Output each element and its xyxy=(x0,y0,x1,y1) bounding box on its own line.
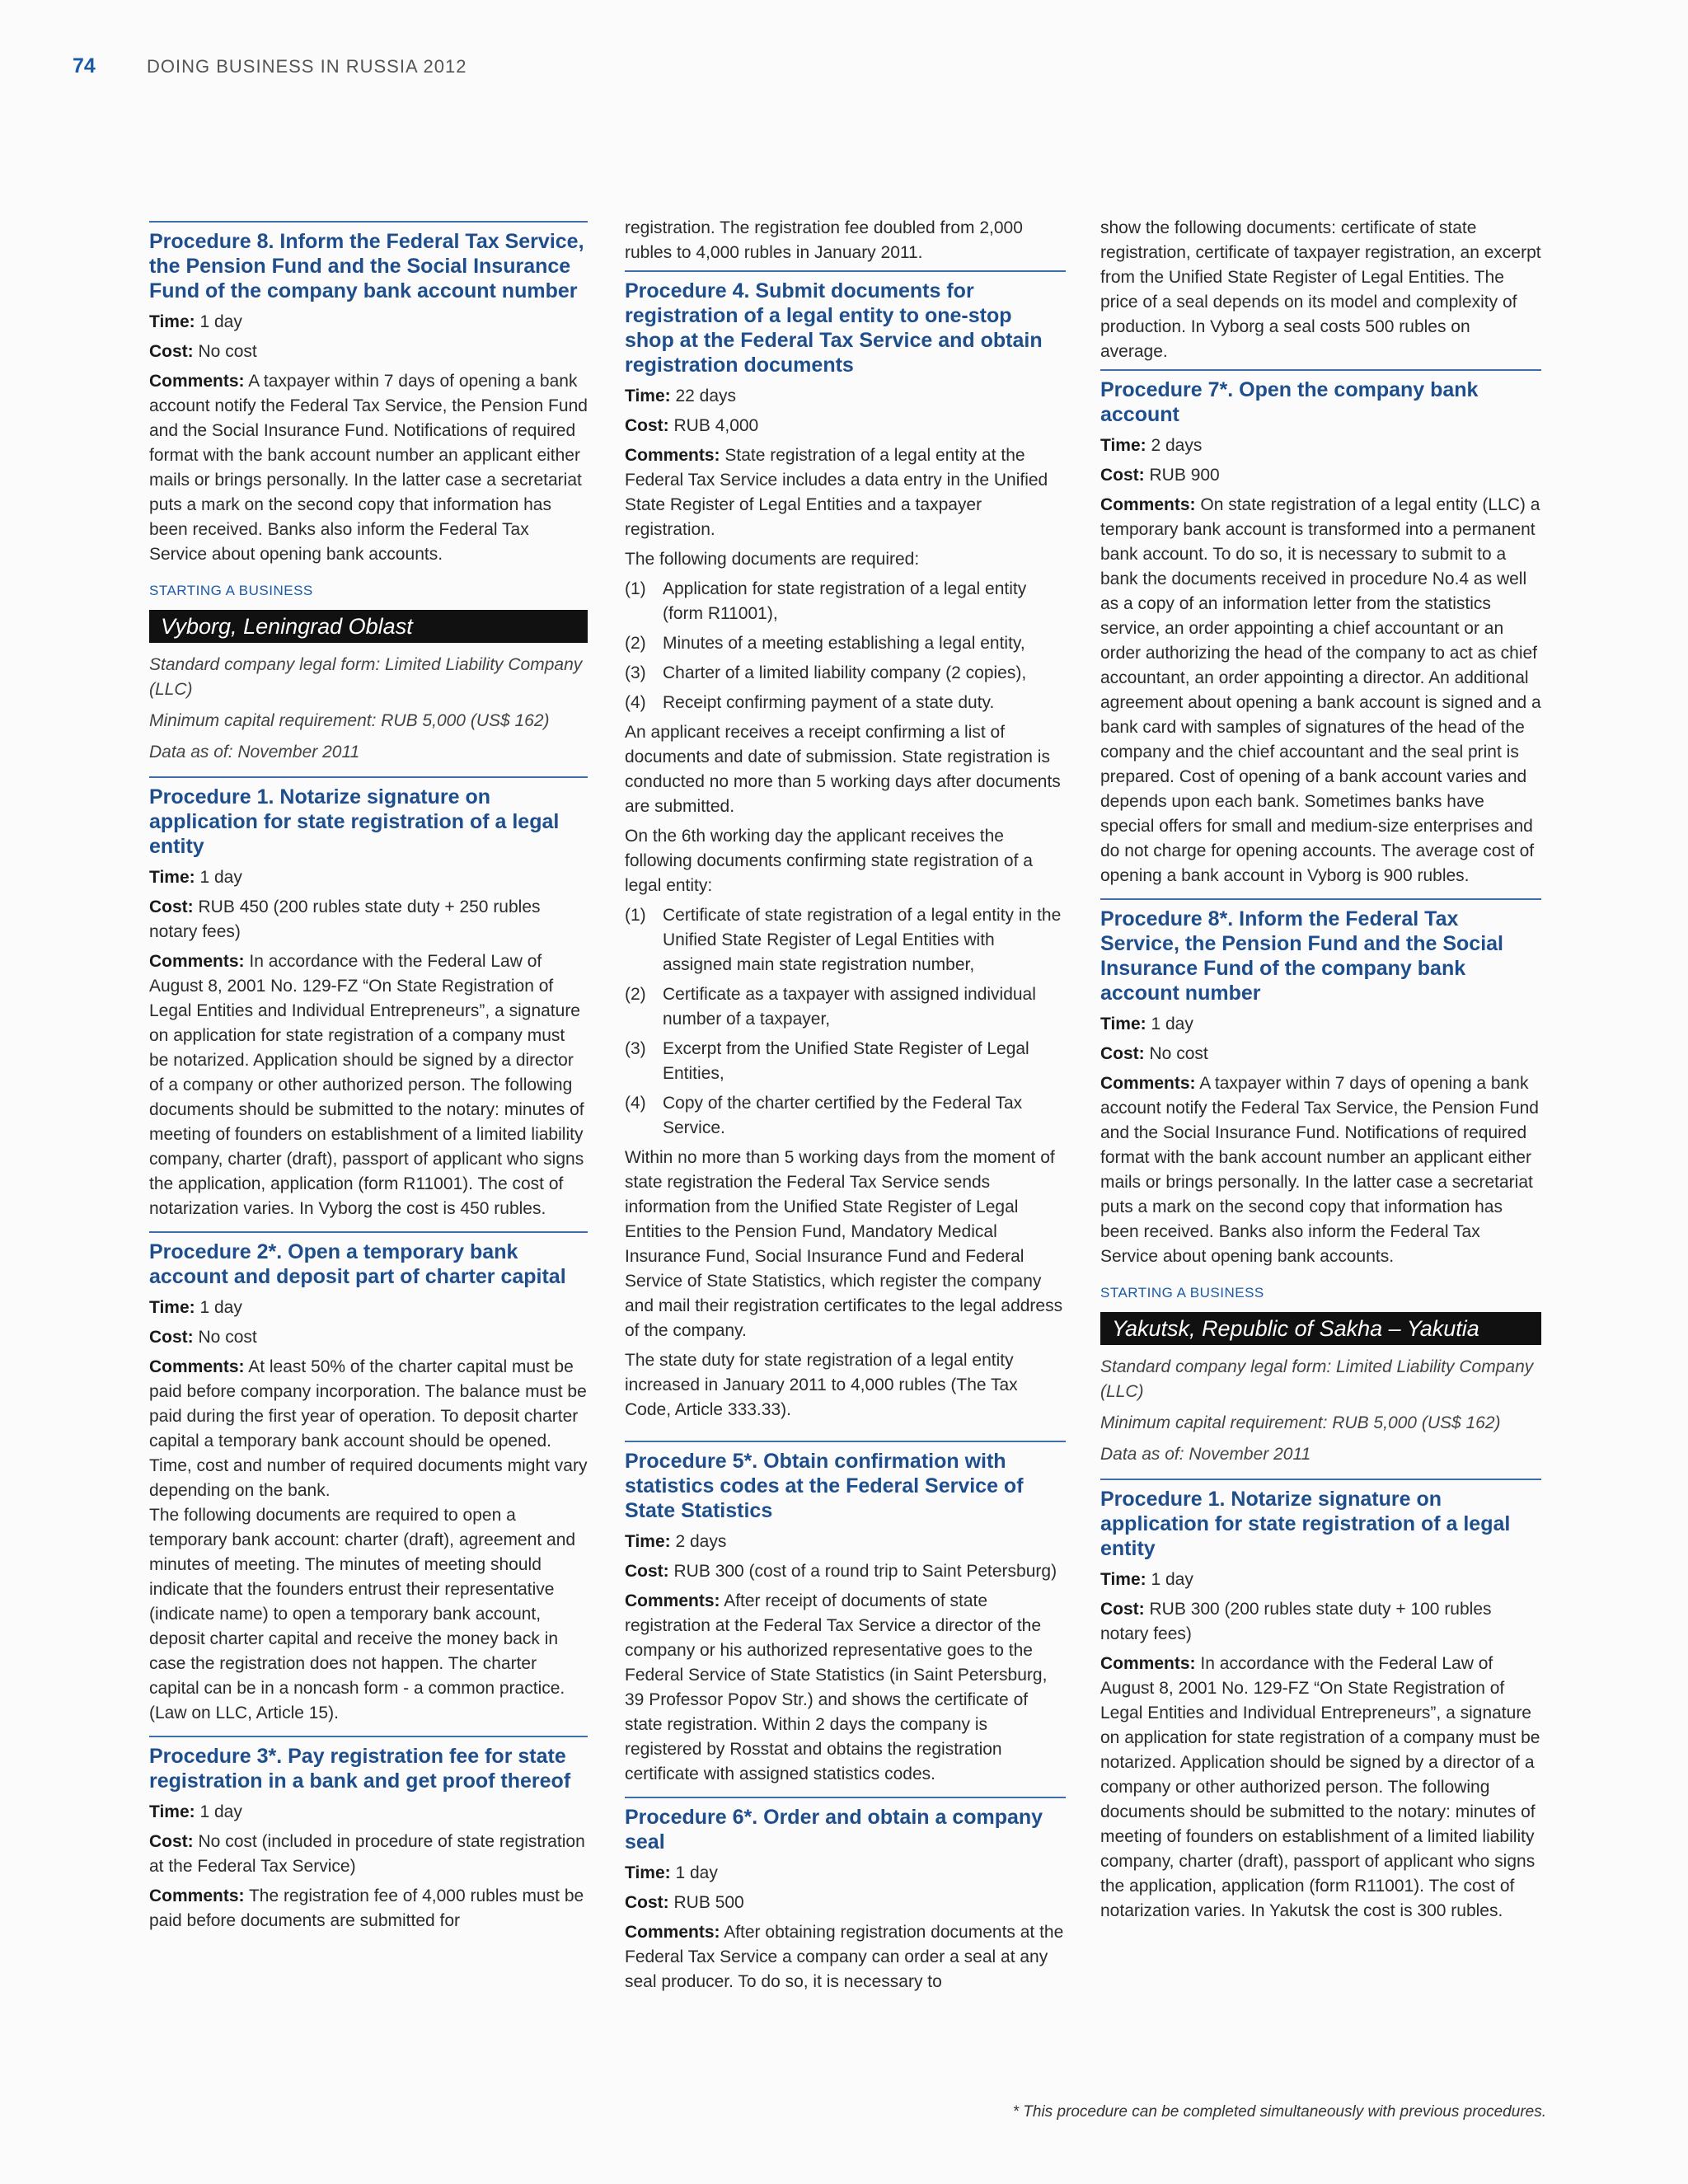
procedure-title: Procedure 3*. Pay registration fee for state registration in a bank and get proof thereof xyxy=(149,1745,571,1793)
cost-value: RUB 900 xyxy=(1149,466,1220,485)
cost-label: Cost: xyxy=(149,342,194,361)
list-text: Excerpt from the Unified State Register of Legal Entities, xyxy=(663,1039,1029,1083)
time-label: Time: xyxy=(149,1298,195,1317)
time-line xyxy=(149,1296,588,1320)
cost-value: RUB 300 (cost of a round trip to Saint Petersburg) xyxy=(673,1562,1057,1581)
cost-value: No cost xyxy=(1149,1044,1208,1063)
time-line xyxy=(149,310,588,335)
comments-label: Comments: xyxy=(1100,495,1196,514)
comments-text: State registration of a legal entity at the Federal Tax Service includes a data entry in the Unified State Register of Legal Entities and a taxpayer registration. xyxy=(625,446,1048,539)
list-item xyxy=(625,982,1066,1032)
list-item xyxy=(625,903,1066,977)
time-label: Time: xyxy=(1100,1570,1146,1589)
comments-paragraph xyxy=(1100,1652,1541,1924)
cost-label: Cost: xyxy=(625,1562,669,1581)
registration-certificates-list xyxy=(625,903,1066,1141)
comments-text: At least 50% of the charter capital must be paid before company incorporation. The balance must be paid during the first year of operation. To deposit charter capital a temporary bank account should be opened. Time, cost and number of required documents might vary depending on the bank. xyxy=(149,1357,588,1500)
list-text: Application for state registration of a legal entity (form R11001), xyxy=(663,579,1027,623)
time-value: 1 day xyxy=(199,1298,242,1317)
cost-value: RUB 300 (200 rubles state duty + 100 rubles notary fees) xyxy=(1100,1600,1492,1643)
cost-label: Cost: xyxy=(1100,1600,1145,1619)
comments-label: Comments: xyxy=(1100,1074,1196,1093)
city-section-vyborg xyxy=(149,582,588,765)
running-title: DOING BUSINESS IN RUSSIA 2012 xyxy=(147,56,467,77)
time-label: Time: xyxy=(149,868,195,887)
footnote: * This procedure can be completed simultaneously with previous procedures. xyxy=(1012,2103,1546,2121)
comments-text: On state registration of a legal entity (LLC) a temporary bank account is transformed into a permanent bank account. To do so, it is necessary to submit to a bank the documents received in procedure No.4 as well as a copy of an information letter from the statistics service, an order appointing a chief accountant or an order authorizing the head of the company to act as chief accountant, an order appointing a director. An additional agreement about opening a bank account is signed and a bank card with samples of signatures of the head of the company and the chief accountant and the seal print is prepared. Cost of opening of a bank account varies and depends upon each bank. Sometimes banks have special offers for small and medium-size enterprises and do not charge for opening accounts. The average cost of opening a bank account in Vyborg is 900 rubles. xyxy=(1100,495,1541,885)
min-capital: Minimum capital requirement: RUB 5,000 (US$ 162) xyxy=(149,711,550,730)
list-item xyxy=(625,577,1066,626)
cost-value: RUB 500 xyxy=(673,1893,744,1912)
comments-label: Comments: xyxy=(625,446,720,465)
comments-paragraph xyxy=(1100,493,1541,888)
comments-label: Comments: xyxy=(625,1591,720,1610)
cost-value: No cost xyxy=(198,1328,257,1347)
procedure-8 xyxy=(1100,898,1541,1269)
procedure-6 xyxy=(625,1797,1066,1994)
cost-line xyxy=(1100,1042,1541,1066)
section-kicker: STARTING A BUSINESS xyxy=(1100,1285,1264,1301)
comments-label: Comments: xyxy=(149,1886,245,1905)
page-header xyxy=(73,54,467,87)
min-capital: Minimum capital requirement: RUB 5,000 (US$ 162) xyxy=(1100,1413,1501,1432)
procedure-title: Procedure 1. Notarize signature on application for state registration of a legal entity xyxy=(149,785,560,858)
comments-paragraph xyxy=(625,443,1066,542)
procedure-title: Procedure 1. Notarize signature on application for state registration of a legal entity xyxy=(1100,1488,1511,1560)
time-line xyxy=(1100,434,1541,458)
list-number: (1) xyxy=(625,906,646,925)
comments-paragraph xyxy=(625,1589,1066,1787)
list-text: Charter of a limited liability company (2 copies), xyxy=(663,663,1027,682)
list-item xyxy=(625,1037,1066,1086)
list-item xyxy=(625,691,1066,715)
list-number: (3) xyxy=(625,1039,646,1058)
comments-text: A taxpayer within 7 days of opening a bank account notify the Federal Tax Service, the Pension Fund and the Social Insurance Fund. Notifications of required format with the bank account number an applicant either mails or brings personally. In the latter case a secretariat puts a mark on the second copy that information has been received. Banks also inform the Federal Tax Service about opening bank accounts. xyxy=(1100,1074,1539,1266)
list-text: Certificate as a taxpayer with assigned individual number of a taxpayer, xyxy=(663,985,1036,1029)
comments-text: The registration fee of 4,000 rubles must be paid before documents are submitted for xyxy=(149,1886,584,1930)
list-item xyxy=(625,1091,1066,1141)
legal-form: Standard company legal form: Limited Liability Company (LLC) xyxy=(149,655,583,699)
cost-line xyxy=(1100,463,1541,488)
comments-label: Comments: xyxy=(149,372,245,391)
time-value: 22 days xyxy=(675,387,737,405)
procedure-title: Procedure 7*. Open the company bank account xyxy=(1100,378,1479,426)
comments-label: Comments: xyxy=(1100,1654,1196,1673)
city-banner: Yakutsk, Republic of Sakha – Yakutia xyxy=(1100,1312,1541,1345)
data-as-of: Data as of: November 2011 xyxy=(1100,1445,1311,1464)
time-label: Time: xyxy=(1100,436,1146,455)
time-value: 2 days xyxy=(675,1532,727,1551)
list-number: (2) xyxy=(625,634,646,653)
continued-paragraph: registration. The registration fee doubled from 2,000 rubles to 4,000 rubles in January 2011. xyxy=(625,218,1023,262)
time-value: 2 days xyxy=(1151,436,1203,455)
time-value: 1 day xyxy=(1151,1570,1193,1589)
procedure-title: Procedure 2*. Open a temporary bank account and deposit part of charter capital xyxy=(149,1240,566,1288)
body-paragraph: The following documents are required to open a temporary bank account: charter (draft), agreement and minutes of meeting. The minutes of meeting should indicate that the founders entrust their representative (indicate name) to open a temporary bank account, deposit charter capital and receive the money back in case the registration does not happen. The charter capital can be in a noncash form - a common practice. (Law on LLC, Article 15). xyxy=(149,1506,576,1722)
comments-text: In accordance with the Federal Law of August 8, 2001 No. 129-FZ “On State Registration of Legal Entities and Individual Entrepreneurs”, a signature on application for state registration of a company must be notarized. Application should be signed by a director of a company or other authorized person. The following documents should be submitted to the notary: minutes of meeting of founders on establishment of a limited liability company, charter (draft), passport of applicant who signs the application, application (form R11001). The cost of notarization varies. In Yakutsk the cost is 300 rubles. xyxy=(1100,1654,1540,1920)
column-3 xyxy=(1100,216,1541,1933)
list-number: (1) xyxy=(625,579,646,598)
comments-text: After receipt of documents of state registration at the Federal Tax Service a director of the company or his authorized representative goes to the Federal Service of State Statistics (in Saint Petersburg, 39 Professor Popov Str.) and shows the certificate of state registration. Within 2 days the company is registered by Rosstat and obtains the registration certificate with assigned statistics codes. xyxy=(625,1591,1048,1783)
list-number: (4) xyxy=(625,1094,646,1113)
time-value: 1 day xyxy=(1151,1015,1193,1033)
list-number: (3) xyxy=(625,663,646,682)
comments-paragraph xyxy=(1100,1071,1541,1269)
comments-text: In accordance with the Federal Law of August 8, 2001 No. 129-FZ “On State Registration of Legal Entities and Individual Entrepreneurs”, a signature on application for state registration of a company must be notarized. Application should be signed by a director of a company or other authorized person. The following documents should be submitted to the notary: minutes of meeting of founders on establishment of a limited liability company, charter (draft), passport of applicant who signs the application, application (form R11001). The cost of notarization varies. In Vyborg the cost is 450 rubles. xyxy=(149,952,584,1218)
comments-label: Comments: xyxy=(625,1923,720,1942)
list-text: Receipt confirming payment of a state duty. xyxy=(663,693,995,712)
list-text: Certificate of state registration of a legal entity in the Unified State Register of Legal Entities with assigned main state registration number, xyxy=(663,906,1062,974)
cost-line xyxy=(149,1325,588,1350)
procedure-1-yakutsk xyxy=(1100,1479,1541,1924)
list-text: Minutes of a meeting establishing a legal entity, xyxy=(663,634,1025,653)
comments-paragraph xyxy=(149,1884,588,1933)
procedure-title: Procedure 8. Inform the Federal Tax Service, the Pension Fund and the Social Insurance Fund of the company bank account number xyxy=(149,230,584,302)
procedure-title: Procedure 4. Submit documents for registration of a legal entity to one-stop shop at the Federal Tax Service and obtain registration documents xyxy=(625,279,1043,377)
list-text: Copy of the charter certified by the Federal Tax Service. xyxy=(663,1094,1023,1137)
procedure-7 xyxy=(1100,369,1541,888)
procedure-8-previous xyxy=(149,221,588,567)
cost-value: No cost (included in procedure of state registration at the Federal Tax Service) xyxy=(149,1832,585,1876)
time-label: Time: xyxy=(625,1863,671,1882)
time-value: 1 day xyxy=(675,1863,718,1882)
time-line xyxy=(625,384,1066,409)
time-value: 1 day xyxy=(199,1802,242,1821)
body-paragraph: An applicant receives a receipt confirming a list of documents and date of submission. State registration is conducted no more than 5 working days after documents are submitted. xyxy=(625,723,1061,816)
cost-value: RUB 450 (200 rubles state duty + 250 rubles notary fees) xyxy=(149,898,541,941)
time-line xyxy=(625,1861,1066,1886)
page-number: 74 xyxy=(73,54,96,77)
time-line xyxy=(625,1530,1066,1554)
required-documents-list xyxy=(625,577,1066,715)
procedure-2 xyxy=(149,1231,588,1726)
procedure-title: Procedure 8*. Inform the Federal Tax Service, the Pension Fund and the Social Insurance Fund of the company bank account number xyxy=(1100,907,1504,1005)
time-label: Time: xyxy=(149,312,195,331)
procedure-1 xyxy=(149,776,588,1221)
time-line xyxy=(1100,1568,1541,1592)
cost-label: Cost: xyxy=(149,898,194,916)
procedure-5 xyxy=(625,1441,1066,1787)
body-paragraph: The state duty for state registration of a legal entity increased in January 2011 to 4,000 rubles (The Tax Code, Article 333.33). xyxy=(625,1351,1018,1419)
cost-label: Cost: xyxy=(625,416,669,435)
time-line xyxy=(149,1800,588,1825)
cost-label: Cost: xyxy=(1100,1044,1145,1063)
cost-line xyxy=(625,1559,1066,1584)
list-number: (4) xyxy=(625,693,646,712)
cost-line xyxy=(625,1891,1066,1915)
comments-paragraph xyxy=(149,1355,588,1503)
comments-paragraph xyxy=(149,949,588,1221)
cost-line xyxy=(149,340,588,364)
time-label: Time: xyxy=(625,1532,671,1551)
comments-paragraph xyxy=(625,1920,1066,1994)
comments-paragraph xyxy=(149,369,588,567)
city-banner: Vyborg, Leningrad Oblast xyxy=(149,610,588,643)
time-label: Time: xyxy=(149,1802,195,1821)
procedure-title: Procedure 5*. Obtain confirmation with statistics codes at the Federal Service of State Statistics xyxy=(625,1450,1024,1522)
section-kicker: STARTING A BUSINESS xyxy=(149,583,313,598)
list-item xyxy=(625,661,1066,686)
time-label: Time: xyxy=(625,387,671,405)
comments-label: Comments: xyxy=(149,952,245,971)
time-line xyxy=(149,865,588,890)
city-section-yakutsk xyxy=(1100,1284,1541,1467)
cost-line xyxy=(149,1830,588,1879)
cost-line xyxy=(1100,1597,1541,1647)
legal-form: Standard company legal form: Limited Liability Company (LLC) xyxy=(1100,1357,1534,1401)
procedure-4 xyxy=(625,270,1066,1422)
comments-label: Comments: xyxy=(149,1357,245,1376)
time-label: Time: xyxy=(1100,1015,1146,1033)
comments-text: After obtaining registration documents at the Federal Tax Service a company can order a seal at any seal producer. To do so, it is necessary to xyxy=(625,1923,1064,1991)
column-2 xyxy=(625,216,1066,2004)
cost-value: RUB 4,000 xyxy=(673,416,759,435)
comments-text: A taxpayer within 7 days of opening a bank account notify the Federal Tax Service, the Pension Fund and the Social Insurance Fund. Notifications of required format with the bank account number an applicant either mails or brings personally. In the latter case a secretariat puts a mark on the second copy that information has been received. Banks also inform the Federal Tax Service about opening bank accounts. xyxy=(149,372,588,564)
continued-paragraph: show the following documents: certificate of state registration, certificate of taxpayer registration, an excerpt from the Unified State Register of Legal Entities. The price of a seal depends on its model and complexity of production. In Vyborg a seal costs 500 rubles on average. xyxy=(1100,218,1541,361)
time-value: 1 day xyxy=(199,868,242,887)
cost-label: Cost: xyxy=(625,1893,669,1912)
procedure-title: Procedure 6*. Order and obtain a company seal xyxy=(625,1806,1043,1854)
body-paragraph: On the 6th working day the applicant receives the following documents confirming state registration of a legal entity: xyxy=(625,827,1033,895)
body-paragraph: Within no more than 5 working days from the moment of state registration the Federal Tax Service sends information from the Unified State Register of Legal Entities to the Pension Fund, Mandatory Medical Insurance Fund, Social Insurance Fund and Federal Service of State Statistics, which register the company and mail their registration certificates to the legal address of the company. xyxy=(625,1148,1063,1340)
cost-line xyxy=(625,414,1066,438)
data-as-of: Data as of: November 2011 xyxy=(149,743,360,762)
cost-label: Cost: xyxy=(149,1328,194,1347)
cost-value: No cost xyxy=(198,342,257,361)
column-1 xyxy=(149,216,588,1943)
cost-label: Cost: xyxy=(1100,466,1145,485)
cost-label: Cost: xyxy=(149,1832,194,1851)
list-number: (2) xyxy=(625,985,646,1004)
procedure-3 xyxy=(149,1736,588,1933)
list-item xyxy=(625,631,1066,656)
time-line xyxy=(1100,1012,1541,1037)
documents-intro: The following documents are required: xyxy=(625,550,920,569)
time-value: 1 day xyxy=(199,312,242,331)
cost-line xyxy=(149,895,588,944)
